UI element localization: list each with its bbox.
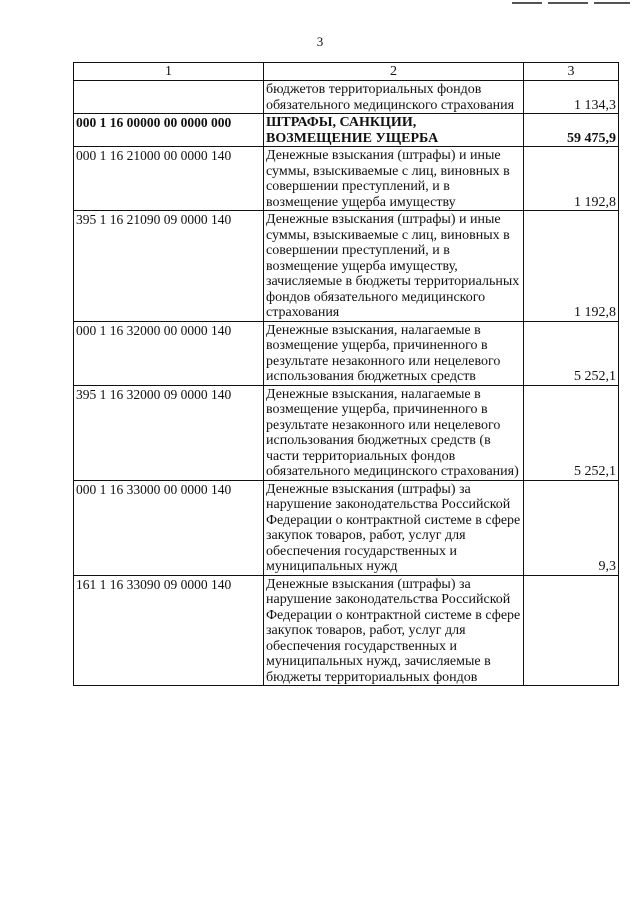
row-name-cell: Денежные взыскания (штрафы) за нарушение законодательства Российской Федерации о контрактной системе в сфере закупок товаров, работ, услуг для обеспечения государственных и муниципальных нужд	[264, 480, 524, 575]
column-header-amount: 3	[524, 63, 619, 81]
row-code-cell: 000 1 16 21000 00 0000 140	[74, 147, 264, 211]
row-code-cell: 395 1 16 21090 09 0000 140	[74, 211, 264, 322]
table-row	[74, 321, 619, 385]
row-code-cell: 395 1 16 32000 09 0000 140	[74, 385, 264, 480]
row-amount-cell: 9,3	[524, 480, 619, 575]
row-name-cell: Денежные взыскания (штрафы) и иные суммы, взыскиваемые с лиц, виновных в совершении преступлений, и в возмещение ущерба имуществу	[264, 147, 524, 211]
row-code-cell: 000 1 16 32000 00 0000 140	[74, 321, 264, 385]
table-row	[74, 385, 619, 480]
row-name-cell: Денежные взыскания, налагаемые в возмещение ущерба, причиненного в результате незаконного или нецелевого использования бюджетных средств (в части территориальных фондов обязательного медицинского страхования)	[264, 385, 524, 480]
table-header-row	[74, 63, 619, 81]
row-code-cell	[74, 81, 264, 114]
table-body	[74, 81, 619, 686]
row-name-cell: Денежные взыскания, налагаемые в возмещение ущерба, причиненного в результате незаконного или нецелевого использования бюджетных средств	[264, 321, 524, 385]
row-amount-cell: 5 252,1	[524, 385, 619, 480]
row-name-cell: ШТРАФЫ, САНКЦИИ, ВОЗМЕЩЕНИЕ УЩЕРБА	[264, 114, 524, 147]
table-row	[74, 147, 619, 211]
table-row	[74, 114, 619, 147]
table-row	[74, 575, 619, 686]
table-row	[74, 480, 619, 575]
row-amount-cell: 1 192,8	[524, 147, 619, 211]
column-header-name: 2	[264, 63, 524, 81]
row-amount-cell: 59 475,9	[524, 114, 619, 147]
row-code-cell: 161 1 16 33090 09 0000 140	[74, 575, 264, 686]
row-code-cell: 000 1 16 00000 00 0000 000	[74, 114, 264, 147]
row-name-cell: бюджетов территориальных фондов обязательного медицинского страхования	[264, 81, 524, 114]
row-amount-cell: 5 252,1	[524, 321, 619, 385]
row-name-cell: Денежные взыскания (штрафы) за нарушение законодательства Российской Федерации о контрактной системе в сфере закупок товаров, работ, услуг для обеспечения государственных и муниципальных нужд, зачисляемые в бюджеты территориальных фондов	[264, 575, 524, 686]
row-amount-cell	[524, 575, 619, 686]
row-amount-cell: 1 134,3	[524, 81, 619, 114]
row-code-cell: 000 1 16 33000 00 0000 140	[74, 480, 264, 575]
revenue-table	[73, 62, 619, 686]
column-header-code: 1	[74, 63, 264, 81]
page-number: 3	[316, 34, 324, 49]
table-row	[74, 211, 619, 322]
row-name-cell: Денежные взыскания (штрафы) и иные суммы, взыскиваемые с лиц, виновных в совершении преступлений, и в возмещение ущерба имуществу, зачисляемые в бюджеты территориальных фондов обязательного медицинского страхования	[264, 211, 524, 322]
row-amount-cell: 1 192,8	[524, 211, 619, 322]
scan-corner-mark	[512, 2, 632, 5]
table-row	[74, 81, 619, 114]
